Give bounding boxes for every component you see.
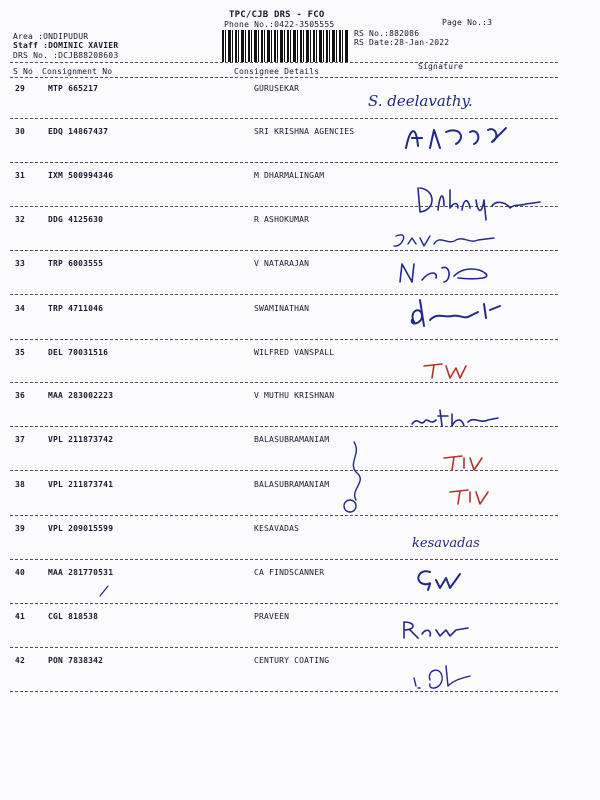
row-consignment: MTP 665217 <box>48 84 99 93</box>
row-consignment: MAA 281770531 <box>48 568 114 577</box>
row-consignee: WILFRED VANSPALL <box>254 348 335 357</box>
row-sno: 32 <box>15 215 26 224</box>
row-sno: 36 <box>15 391 26 400</box>
row-sno: 33 <box>15 259 26 268</box>
col-consignment-header: Consignment No <box>42 67 113 76</box>
row-divider <box>10 339 558 340</box>
row-sno: 41 <box>15 612 26 621</box>
document-title: TPC/CJB DRS - FCO <box>229 10 325 20</box>
col-consignee-header: Consignee Details <box>234 67 320 76</box>
area-label: Area :ONDIPUDUR <box>13 32 89 41</box>
row-consignee: M DHARMALINGAM <box>254 171 325 180</box>
row-consignment: VPL 211873741 <box>48 480 114 489</box>
row-sno: 34 <box>15 304 26 313</box>
row-consignment: MAA 283002223 <box>48 391 114 400</box>
row-sno: 38 <box>15 480 26 489</box>
signature-row-39: kesavadas <box>412 536 480 551</box>
staff-label: Staff :DOMINIC XAVIER <box>13 41 119 50</box>
row-sno: 40 <box>15 568 26 577</box>
row-consignee: PRAVEEN <box>254 612 290 621</box>
row-consignment: PON 7838342 <box>48 656 104 665</box>
signature-row-32 <box>390 226 500 256</box>
row-consignee: KESAVADAS <box>254 524 300 533</box>
row-consignment: CGL 818538 <box>48 612 99 621</box>
row-consignee: V MUTHU KRISHNAN <box>254 391 335 400</box>
rs-date: RS Date:28-Jan-2022 <box>354 38 450 47</box>
page-number: Page No.:3 <box>442 18 493 27</box>
row-consignee: BALASUBRAMANIAM <box>254 480 330 489</box>
row-divider <box>10 559 558 560</box>
row-consignment: TRP 4711046 <box>48 304 104 313</box>
signature-row-29: S. deelavathy. <box>368 92 473 110</box>
row-sno: 29 <box>15 84 26 93</box>
row-consignment: DDG 4125630 <box>48 215 104 224</box>
row-consignment: TRP 6003555 <box>48 259 104 268</box>
row-divider <box>10 603 558 604</box>
row-divider <box>10 515 558 516</box>
row-consignee: GURUSEKAR <box>254 84 300 93</box>
signature-row-34 <box>404 296 514 334</box>
row-consignee: SWAMINATHAN <box>254 304 310 313</box>
signature-row-35 <box>420 360 480 384</box>
row-consignment: VPL 211873742 <box>48 435 114 444</box>
row-consignment: DEL 70031516 <box>48 348 109 357</box>
row-consignment: VPL 209015599 <box>48 524 114 533</box>
phone-number: Phone No.:0422-3505555 <box>224 20 335 29</box>
signature-row-31 <box>410 180 560 220</box>
signature-row-41 <box>398 616 478 642</box>
row-consignee: SRI KRISHNA AGENCIES <box>254 127 355 136</box>
col-signature-header: Signature <box>418 62 464 71</box>
row-consignee: CENTURY COATING <box>254 656 330 665</box>
row-sno: 39 <box>15 524 26 533</box>
row-consignee: V NATARAJAN <box>254 259 310 268</box>
signature-row-38 <box>446 486 506 510</box>
row-divider <box>10 162 558 163</box>
row-sno: 37 <box>15 435 26 444</box>
row-consignment: IXM 500994346 <box>48 171 114 180</box>
row-consignment: EDQ 14867437 <box>48 127 109 136</box>
row-sno: 42 <box>15 656 26 665</box>
signature-row-30 <box>400 118 530 158</box>
drs-number: DRS No. :DCJB8820860З <box>13 51 119 60</box>
signature-row-37-38-stroke <box>336 438 372 518</box>
barcode <box>222 30 348 62</box>
signature-row-42 <box>404 660 484 700</box>
row-consignee: R ASHOKUMAR <box>254 215 310 224</box>
row-divider <box>10 294 558 295</box>
row-divider <box>10 647 558 648</box>
row-sno: 35 <box>15 348 26 357</box>
row-sno: 31 <box>15 171 26 180</box>
signature-row-36 <box>408 404 508 434</box>
header-divider-top <box>10 62 558 63</box>
row-consignee: BALASUBRAMANIAM <box>254 435 330 444</box>
col-sno-header: S No <box>13 67 34 76</box>
row-sno: 30 <box>15 127 26 136</box>
row-consignee: CA FINDSCANNER <box>254 568 325 577</box>
tick-mark <box>96 580 116 600</box>
signature-row-37 <box>440 452 500 476</box>
header-divider-bottom <box>10 77 558 78</box>
signature-row-33 <box>394 256 504 288</box>
signature-row-40 <box>410 564 480 596</box>
rs-number: RS No.:882086 <box>354 29 420 38</box>
